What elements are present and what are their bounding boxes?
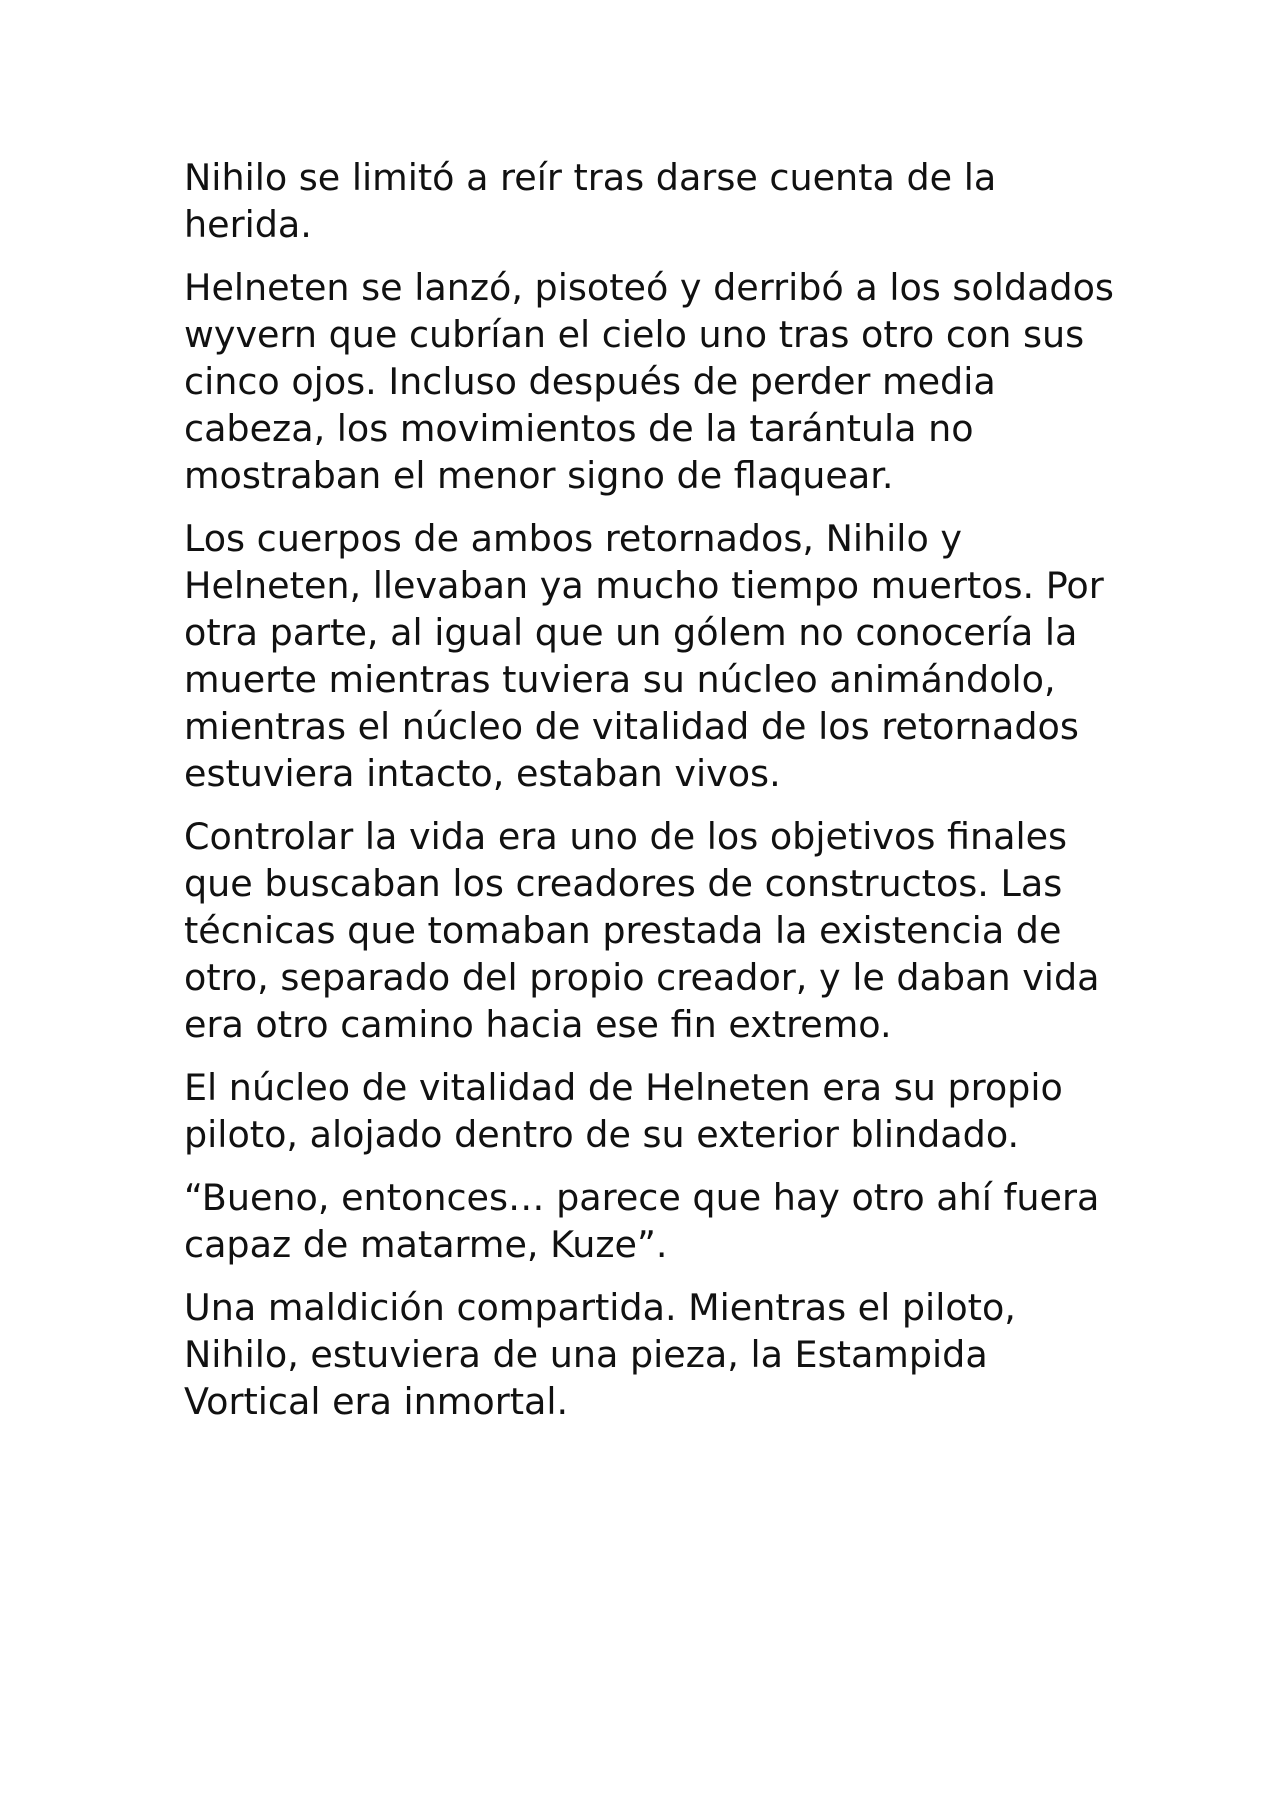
paragraph-1: Nihilo se limitó a reír tras darse cuenta de la herida.	[184, 156, 997, 246]
paragraph-5: El núcleo de vitalidad de Helneten era su propio piloto, alojado dentro de su exterior blindado.	[184, 1066, 1063, 1156]
paragraph-6: “Bueno, entonces… parece que hay otro ahí fuera capaz de matarme, Kuze”.	[184, 1176, 1100, 1266]
paragraph-2: Helneten se lanzó, pisoteó y derribó a los soldados wyvern que cubrían el cielo uno tras otro con sus cinco ojos. Incluso después de perder media cabeza, los movimientos de la tarántula no mostraban el menor signo de flaquear.	[184, 266, 1114, 497]
paragraph-7: Una maldición compartida. Mientras el piloto, Nihilo, estuviera de una pieza, la Estampida Vortical era inmortal.	[184, 1286, 1016, 1423]
document-page	[184, 154, 1124, 1441]
paragraph-4: Controlar la vida era uno de los objetivos finales que buscaban los creadores de constructos. Las técnicas que tomaban prestada la existencia de otro, separado del propio creador, y le daban vida era otro camino hacia ese fin extremo.	[184, 815, 1100, 1046]
paragraph-3: Los cuerpos de ambos retornados, Nihilo y Helneten, llevaban ya mucho tiempo muertos. Por otra parte, al igual que un gólem no conocería la muerte mientras tuviera su núcleo animándolo, mientras el núcleo de vitalidad de los retornados estuviera intacto, estaban vivos.	[184, 517, 1104, 795]
